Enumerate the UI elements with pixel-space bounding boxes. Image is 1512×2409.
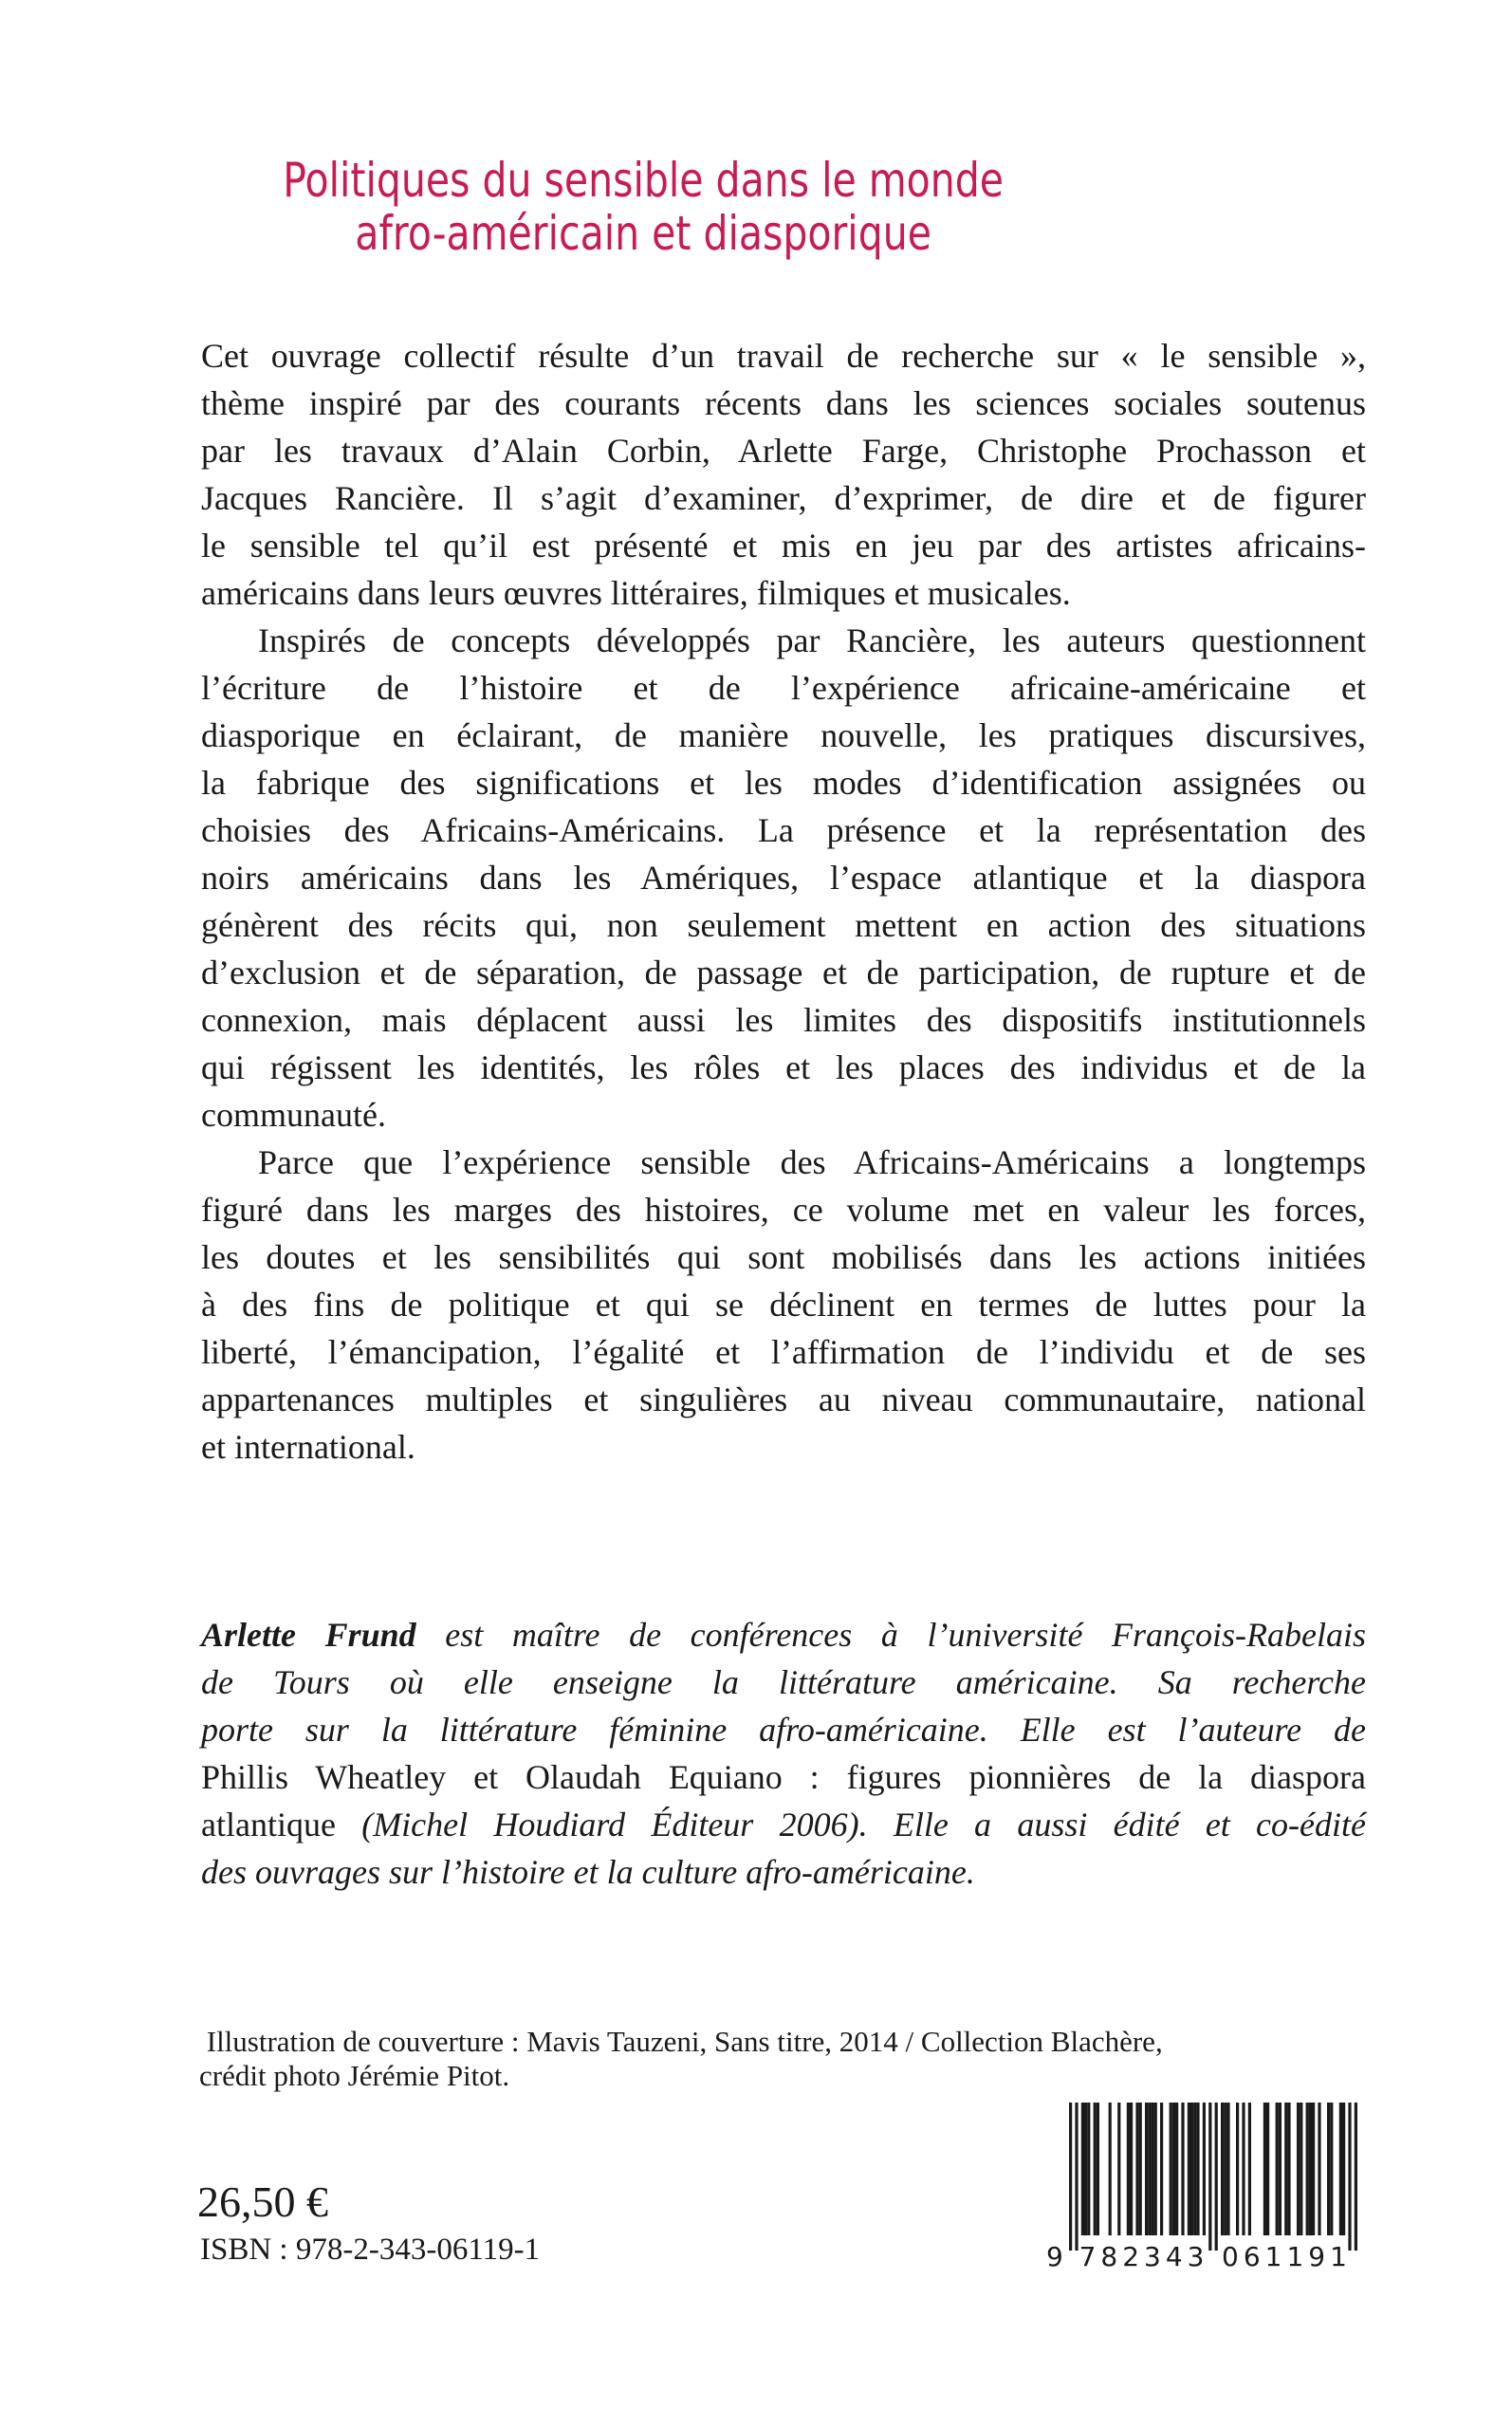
barcode-bar <box>1355 2103 1357 2251</box>
description-line: d’exclusion et de séparation, de passage et de participation, de rupture et de <box>201 954 1366 991</box>
bio-line: porte sur la littérature féminine afro-américaine. Elle est l’auteure de <box>201 1711 1366 1749</box>
credit-line-1: Illustration de couverture : Mavis Tauzeni, Sans titre, 2014 / Collection Blachère, <box>199 2025 1163 2058</box>
description-line: Inspirés de concepts développés par Rancière, les auteurs questionnent <box>258 621 1366 659</box>
description-line: les doutes et les sensibilités qui sont mobilisés dans les actions initiées <box>201 1238 1366 1276</box>
barcode-bar <box>1287 2103 1290 2235</box>
barcode-bar <box>1208 2103 1211 2251</box>
barcode-bar <box>1069 2103 1072 2251</box>
barcode-bar <box>1306 2103 1309 2235</box>
barcode-bar <box>1084 2103 1087 2235</box>
barcode-bar <box>1339 2103 1342 2235</box>
barcode-bar <box>1151 2103 1153 2235</box>
author-name: Arlette Frund <box>201 1616 416 1654</box>
barcode-bar <box>1130 2103 1133 2235</box>
barcode-bar <box>1160 2103 1163 2235</box>
description-line: Cet ouvrage collectif résulte d’un travail de recherche sur « le sensible », <box>201 337 1366 375</box>
barcode-bar <box>1215 2103 1218 2251</box>
bio-line: de Tours où elle enseigne la littérature américaine. Sa recherche <box>201 1663 1366 1701</box>
description-line: choisies des Africains-Américains. La présence et la représentation des <box>201 811 1366 849</box>
book-title-line-1: Politiques du sensible dans le monde <box>283 153 1004 208</box>
barcode-bar <box>1127 2103 1130 2235</box>
barcode-bar <box>1330 2103 1333 2235</box>
bio-line <box>201 1801 1366 1848</box>
description-line: américains dans leurs œuvres littéraires, filmiques et musicales. <box>201 574 1071 612</box>
barcode-bar <box>1263 2103 1266 2235</box>
book-title-line-2: afro-américain et diasporique <box>355 206 931 261</box>
barcode-bar <box>1097 2103 1099 2235</box>
barcode-bar <box>1175 2103 1178 2235</box>
description-line: à des fins de politique et qui se déclinent en termes de luttes pour la <box>201 1286 1366 1324</box>
description-line: par les travaux d’Alain Corbin, Arlette Farge, Christophe Prochasson et <box>201 432 1366 470</box>
description-line: diasporique en éclairant, de manière nouvelle, les pratiques discursives, <box>201 716 1366 754</box>
barcode-bar <box>1284 2103 1287 2235</box>
barcode-bar <box>1193 2103 1196 2235</box>
barcode-graphic <box>1039 2099 1371 2274</box>
barcode-digits-left: 782343 <box>1079 2241 1209 2272</box>
barcode-bar <box>1342 2103 1345 2235</box>
barcode-bar <box>1154 2103 1157 2235</box>
barcode-bar <box>1242 2103 1245 2235</box>
book-title <box>0 154 1286 260</box>
price: 26,50 € <box>197 2177 328 2226</box>
bio-text: est maître de conférences à l’université François-Rabelais <box>415 1616 1366 1654</box>
description-line: noirs américains dans les Amériques, l’espace atlantique et la diaspora <box>201 859 1366 897</box>
barcode-bar <box>1181 2103 1184 2235</box>
description-line: la fabrique des significations et les modes d’identification assignées ou <box>201 764 1366 802</box>
barcode-bar <box>1309 2103 1312 2235</box>
bio-line: des ouvrages sur l’histoire et la culture afro-américaine. <box>201 1853 975 1891</box>
barcode-bar <box>1094 2103 1097 2235</box>
barcode-bar <box>1196 2103 1199 2235</box>
bio-publisher-text: (Michel Houdiard Éditeur 2006). Elle a aussi édité et co-édité <box>361 1806 1366 1844</box>
barcode-bar <box>1081 2103 1084 2235</box>
barcode-bar <box>1297 2103 1300 2235</box>
description-line: l’écriture de l’histoire et de l’expérience africaine-américaine et <box>201 669 1366 707</box>
description-line: Parce que l’expérience sensible des Africains-Américains a longtemps <box>258 1143 1366 1181</box>
barcode-bar <box>1139 2103 1142 2235</box>
barcode-bar <box>1248 2103 1251 2235</box>
isbn-barcode <box>1039 2099 1371 2274</box>
barcode-bar <box>1236 2103 1239 2235</box>
book-description <box>201 332 1366 1471</box>
bio-line <box>201 1611 1366 1659</box>
barcode-bar <box>1190 2103 1193 2235</box>
author-bio <box>201 1611 1366 1896</box>
barcode-bar <box>1170 2103 1172 2235</box>
barcode-bar <box>1221 2103 1224 2235</box>
description-line: Jacques Rancière. Il s’agit d’examiner, d’exprimer, de dire et de figurer <box>201 479 1366 517</box>
barcode-bar <box>1087 2103 1090 2235</box>
barcode-bar <box>1300 2103 1302 2235</box>
description-line: appartenances multiples et singulières au niveau communautaire, national <box>201 1381 1366 1418</box>
description-line: le sensible tel qu’il est présenté et mis en jeu par des artistes africains- <box>201 527 1366 565</box>
barcode-bar <box>1318 2103 1320 2235</box>
barcode-bar <box>1226 2103 1229 2235</box>
barcode-bar <box>1312 2103 1315 2235</box>
description-line: et international. <box>201 1428 415 1466</box>
description-line: génèrent des récits qui, non seulement mettent en action des situations <box>201 906 1366 944</box>
barcode-digits-right: 061191 <box>1222 2241 1352 2272</box>
bio-book-title-end: atlantique <box>201 1806 362 1844</box>
barcode-bar <box>1203 2103 1206 2235</box>
barcode-bar <box>1148 2103 1151 2235</box>
barcode-bar <box>1266 2103 1269 2235</box>
bio-book-title-line: Phillis Wheatley et Olaudah Equiano : figures pionnières de la diaspora <box>201 1758 1366 1796</box>
description-line: qui régissent les identités, les rôles et les places des individus et de la <box>201 1048 1366 1086</box>
description-line: liberté, l’émancipation, l’égalité et l’affirmation de l’individu et de ses <box>201 1333 1366 1371</box>
barcode-bar <box>1145 2103 1148 2235</box>
barcode-bar <box>1172 2103 1175 2235</box>
barcode-bar <box>1279 2103 1282 2235</box>
credit-line-2: crédit photo Jérémie Pitot. <box>199 2059 510 2092</box>
barcode-bar <box>1276 2103 1279 2235</box>
barcode-bar <box>1188 2103 1190 2235</box>
barcode-bar <box>1224 2103 1226 2235</box>
description-line: thème inspiré par des courants récents dans les sciences sociales soutenus <box>201 384 1366 422</box>
barcode-digit-first: 9 <box>1046 2241 1068 2272</box>
barcode-bar <box>1109 2103 1112 2235</box>
barcode-bar <box>1327 2103 1330 2235</box>
description-line: figuré dans les marges des histoires, ce volume met en valeur les forces, <box>201 1191 1366 1229</box>
barcode-bar <box>1075 2103 1078 2251</box>
barcode-bar <box>1135 2103 1138 2235</box>
barcode-bar <box>1348 2103 1351 2251</box>
cover-illustration-credit <box>199 2025 1337 2093</box>
isbn: ISBN : 978-2-343-06119-1 <box>200 2233 541 2267</box>
description-line: communauté. <box>201 1096 386 1134</box>
description-line: connexion, mais déplacent aussi les limites des dispositifs institutionnels <box>201 1001 1366 1039</box>
barcode-bar <box>1117 2103 1120 2235</box>
